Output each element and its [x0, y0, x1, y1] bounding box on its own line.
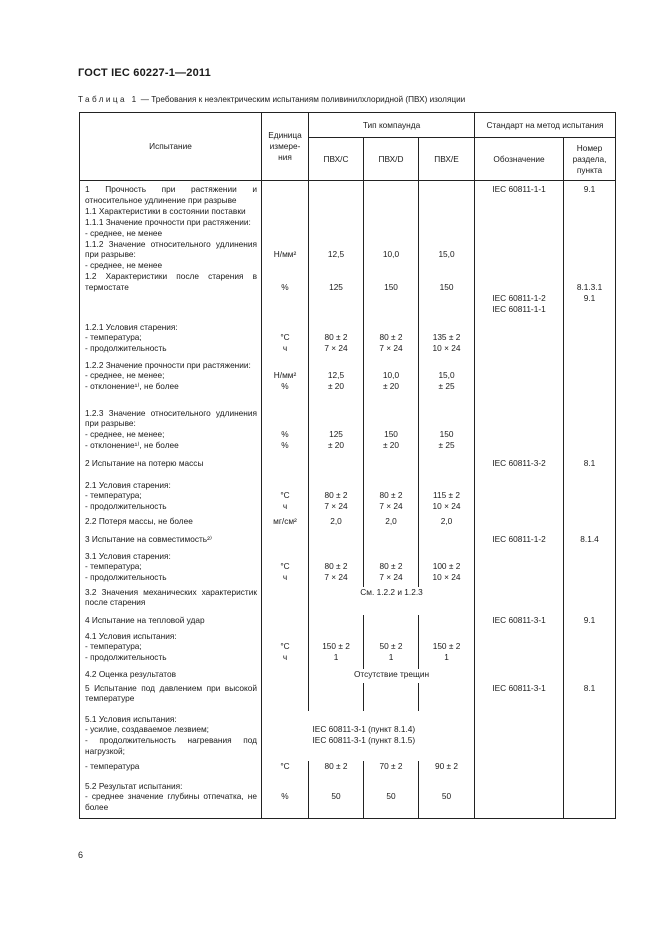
section-cell: 9.1: [564, 615, 616, 631]
table-row: [80, 480, 616, 516]
header-section: Номер раздела, пункта: [564, 138, 616, 181]
unit-cell: °С ч: [262, 631, 309, 669]
header-compound-type: Тип компаунда: [309, 113, 475, 138]
test-cell: 3 Испытание на совместимость²⁾: [80, 534, 262, 551]
pvc-d-cell: 70 ± 2: [364, 761, 419, 781]
table-row: [80, 711, 616, 761]
pvc-d-cell: 10,0 ± 20: [364, 360, 419, 408]
test-cell: 3.1 Условия старения: - температура; - продолжительность: [80, 551, 262, 587]
table-row: [80, 360, 616, 408]
test-cell: 4.2 Оценка результатов: [80, 669, 262, 683]
pvc-e-cell: 50: [419, 781, 475, 819]
table-row: [80, 516, 616, 534]
pvc-e-cell: 90 ± 2: [419, 761, 475, 781]
pvc-e-cell: 150 ± 2 1: [419, 631, 475, 669]
header-pvc-c: ПВХ/С: [309, 138, 364, 181]
header-unit: Единица измере- ния: [262, 113, 309, 181]
table-caption-label: Таблица 1: [78, 95, 139, 104]
designation-cell: IEC 60811-1-2: [475, 534, 564, 551]
table-row: [80, 408, 616, 458]
table-row: [80, 631, 616, 669]
table-row: [80, 669, 616, 683]
unit-cell: °С: [262, 761, 309, 781]
header-pvc-d: ПВХ/D: [364, 138, 419, 181]
test-cell: 5.1 Условия испытания: - усилие, создаваемое лезвием; - продолжительность нагревания под нагрузкой;: [80, 711, 262, 761]
table-row: [80, 322, 616, 360]
designation-cell: IEC 60811-1-1 IEC 60811-1-2 IEC 60811-1-1: [475, 181, 564, 322]
header-standard: Стандарт на метод испытания: [475, 113, 616, 138]
header-pvc-e: ПВХ/E: [419, 138, 475, 181]
test-cell: 5 Испытание под давлением при высокой температуре: [80, 683, 262, 711]
table-row: [80, 781, 616, 819]
test-cell: 4.1 Условия испытания: - температура; - продолжительность: [80, 631, 262, 669]
pvc-e-cell: 15,0 150: [419, 181, 475, 322]
pvc-e-cell: 115 ± 2 10 × 24: [419, 480, 475, 516]
test-cell: 5.2 Результат испытания: - среднее значение глубины отпечатка, не более: [80, 781, 262, 819]
pvc-d-cell: 150 ± 20: [364, 408, 419, 458]
pvc-c-cell: 80 ± 2: [309, 761, 364, 781]
test-cell: 2.1 Условия старения: - температура; - продолжительность: [80, 480, 262, 516]
table-caption: [78, 95, 465, 104]
pvc-d-cell: 50: [364, 781, 419, 819]
pvc-c-cell: 80 ± 2 7 × 24: [309, 480, 364, 516]
table-row: [80, 458, 616, 480]
test-cell: 3.2 Значения механических характеристик после старения: [80, 587, 262, 615]
test-cell: 1 Прочность при растяжении и относительное удлинение при разрыве 1.1 Характеристики в состоянии поставки 1.1.1 Значение прочности при растяжении: - среднее, не менее 1.1.2 Значение относительного удлинения при разрыве: - среднее, не менее 1.2 Характеристики после старения в термостате: [80, 181, 262, 322]
table-caption-text: — Требования к неэлектрическим испытаниям поливинилхлоридной (ПВХ) изоляции: [138, 95, 466, 104]
table-row: [80, 615, 616, 631]
test-cell: 2 Испытание на потерю массы: [80, 458, 262, 480]
unit-cell: °С ч: [262, 551, 309, 587]
pvc-c-cell: 12,5 ± 20: [309, 360, 364, 408]
table-row: [80, 534, 616, 551]
test-cell: 1.2.1 Условия старения: - температура; - продолжительность: [80, 322, 262, 360]
unit-cell: %: [262, 781, 309, 819]
test-cell: 4 Испытание на тепловой удар: [80, 615, 262, 631]
requirements-table: [79, 112, 616, 819]
pvc-e-cell: 150 ± 25: [419, 408, 475, 458]
unit-cell: мг/см²: [262, 516, 309, 534]
pvc-e-cell: 135 ± 2 10 × 24: [419, 322, 475, 360]
pvc-c-cell: 50: [309, 781, 364, 819]
table-row: [80, 761, 616, 781]
test-cell: 1.2.2 Значение прочности при растяжении: - среднее, не менее; - отклонение¹⁾, не более: [80, 360, 262, 408]
pvc-c-cell: 150 ± 2 1: [309, 631, 364, 669]
unit-cell: % %: [262, 408, 309, 458]
pvc-d-cell: 80 ± 2 7 × 24: [364, 322, 419, 360]
section-cell: 8.1.4: [564, 534, 616, 551]
table-row: [80, 683, 616, 711]
pvc-c-cell: 125 ± 20: [309, 408, 364, 458]
pvc-e-cell: 2,0: [419, 516, 475, 534]
table-row: [80, 181, 616, 322]
test-cell: 2.2 Потеря массы, не более: [80, 516, 262, 534]
pvc-c-cell: 80 ± 2 7 × 24: [309, 551, 364, 587]
pvc-c-cell: 12,5 125: [309, 181, 364, 322]
header-test: Испытание: [80, 113, 262, 181]
table-row: [80, 587, 616, 615]
section-cell: 8.1: [564, 458, 616, 480]
designation-cell: IEC 60811-3-1: [475, 615, 564, 631]
merged-value-cell: См. 1.2.2 и 1.2.3: [309, 587, 475, 615]
unit-cell: Н/мм² %: [262, 181, 309, 322]
pvc-d-cell: 10,0 150: [364, 181, 419, 322]
merged-value-cell: IEC 60811-3-1 (пункт 8.1.4) IEC 60811-3-1 (пункт 8.1.5): [309, 711, 475, 761]
test-cell: - температура: [80, 761, 262, 781]
pvc-d-cell: 80 ± 2 7 × 24: [364, 480, 419, 516]
header-designation: Обозначение: [475, 138, 564, 181]
pvc-c-cell: 80 ± 2 7 × 24: [309, 322, 364, 360]
table-row: [80, 551, 616, 587]
page-number: 6: [78, 850, 84, 860]
designation-cell: IEC 60811-3-1: [475, 683, 564, 711]
merged-value-cell: Отсутствие трещин: [309, 669, 475, 683]
pvc-e-cell: 100 ± 2 10 × 24: [419, 551, 475, 587]
unit-cell: °С ч: [262, 480, 309, 516]
test-cell: 1.2.3 Значение относительного удлинения при разрыве: - среднее, не менее; - отклонение¹⁾, не более: [80, 408, 262, 458]
pvc-c-cell: 2,0: [309, 516, 364, 534]
pvc-e-cell: 15,0 ± 25: [419, 360, 475, 408]
section-cell: 9.1 8.1.3.1 9.1: [564, 181, 616, 322]
pvc-d-cell: 80 ± 2 7 × 24: [364, 551, 419, 587]
designation-cell: IEC 60811-3-2: [475, 458, 564, 480]
section-cell: 8.1: [564, 683, 616, 711]
document-title: ГОСТ IEC 60227-1—2011: [78, 67, 211, 79]
pvc-d-cell: 50 ± 2 1: [364, 631, 419, 669]
unit-cell: Н/мм² %: [262, 360, 309, 408]
pvc-d-cell: 2,0: [364, 516, 419, 534]
unit-cell: °С ч: [262, 322, 309, 360]
